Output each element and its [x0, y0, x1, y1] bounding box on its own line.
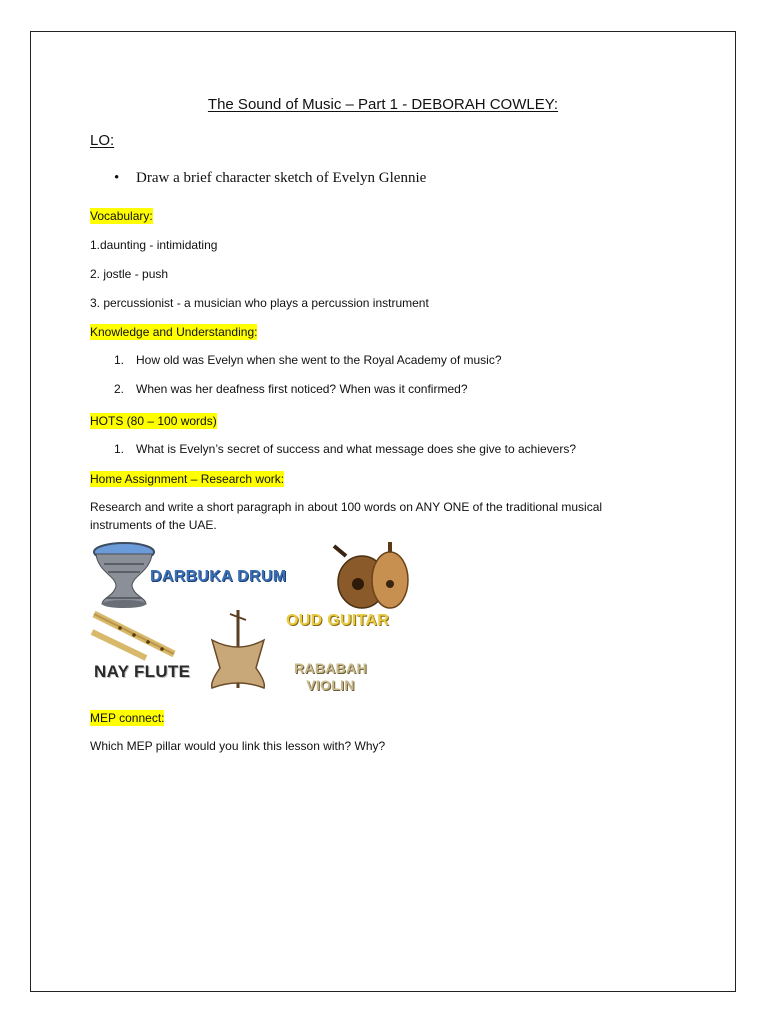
- rababah-violin-label: [294, 660, 367, 694]
- mep-question: Which MEP pillar would you link this lesson with? Why?: [90, 739, 386, 753]
- vocab-item: 1.daunting - intimidating: [90, 238, 218, 252]
- hots-heading: HOTS (80 – 100 words): [90, 414, 217, 428]
- lo-item-text: Draw a brief character sketch of Evelyn Glennie: [136, 170, 427, 186]
- rababah-label-line1: RABABAH: [294, 660, 367, 676]
- item-number: 1.: [114, 442, 125, 456]
- lo-heading: LO:: [90, 132, 115, 149]
- rababah-label-line2: VIOLIN: [306, 677, 355, 693]
- item-text: What is Evelyn’s secret of success and what message does she give to achievers?: [136, 442, 576, 456]
- oud-guitar-icon: [334, 542, 408, 608]
- hots-item: [114, 442, 576, 456]
- darbuka-drum-label: DARBUKA DRUM: [150, 568, 287, 585]
- bullet-glyph: •: [114, 170, 120, 186]
- nay-flute-label: NAY FLUTE: [94, 662, 191, 681]
- darbuka-drum-icon: [94, 543, 154, 608]
- nay-flute-icon: [92, 614, 174, 658]
- vocab-item: 2. jostle - push: [90, 267, 169, 281]
- item-number: 1.: [114, 353, 125, 367]
- knowledge-item: [114, 382, 468, 396]
- page-title: The Sound of Music – Part 1 - DEBORAH COWLEY:: [207, 96, 559, 113]
- oud-guitar-label: OUD GUITAR: [286, 612, 390, 629]
- knowledge-heading: Knowledge and Understanding:: [90, 325, 258, 339]
- mep-heading: MEP connect:: [90, 711, 165, 725]
- vocab-item: 3. percussionist - a musician who plays a percussion instrument: [90, 296, 429, 310]
- assignment-text: Research and write a short paragraph in about 100 words on ANY ONE of the traditional musical instruments of the UAE.: [90, 500, 603, 532]
- instruments-collage: [90, 542, 416, 702]
- assignment-heading: Home Assignment – Research work:: [90, 472, 285, 486]
- vocabulary-heading: Vocabulary:: [90, 209, 153, 223]
- item-text: When was her deafness first noticed? When was it confirmed?: [136, 382, 468, 396]
- knowledge-item: [114, 353, 502, 367]
- item-number: 2.: [114, 382, 125, 396]
- item-text: How old was Evelyn when she went to the Royal Academy of music?: [136, 353, 502, 367]
- lo-bullet-item: [114, 170, 426, 187]
- rababah-violin-icon: [212, 610, 265, 688]
